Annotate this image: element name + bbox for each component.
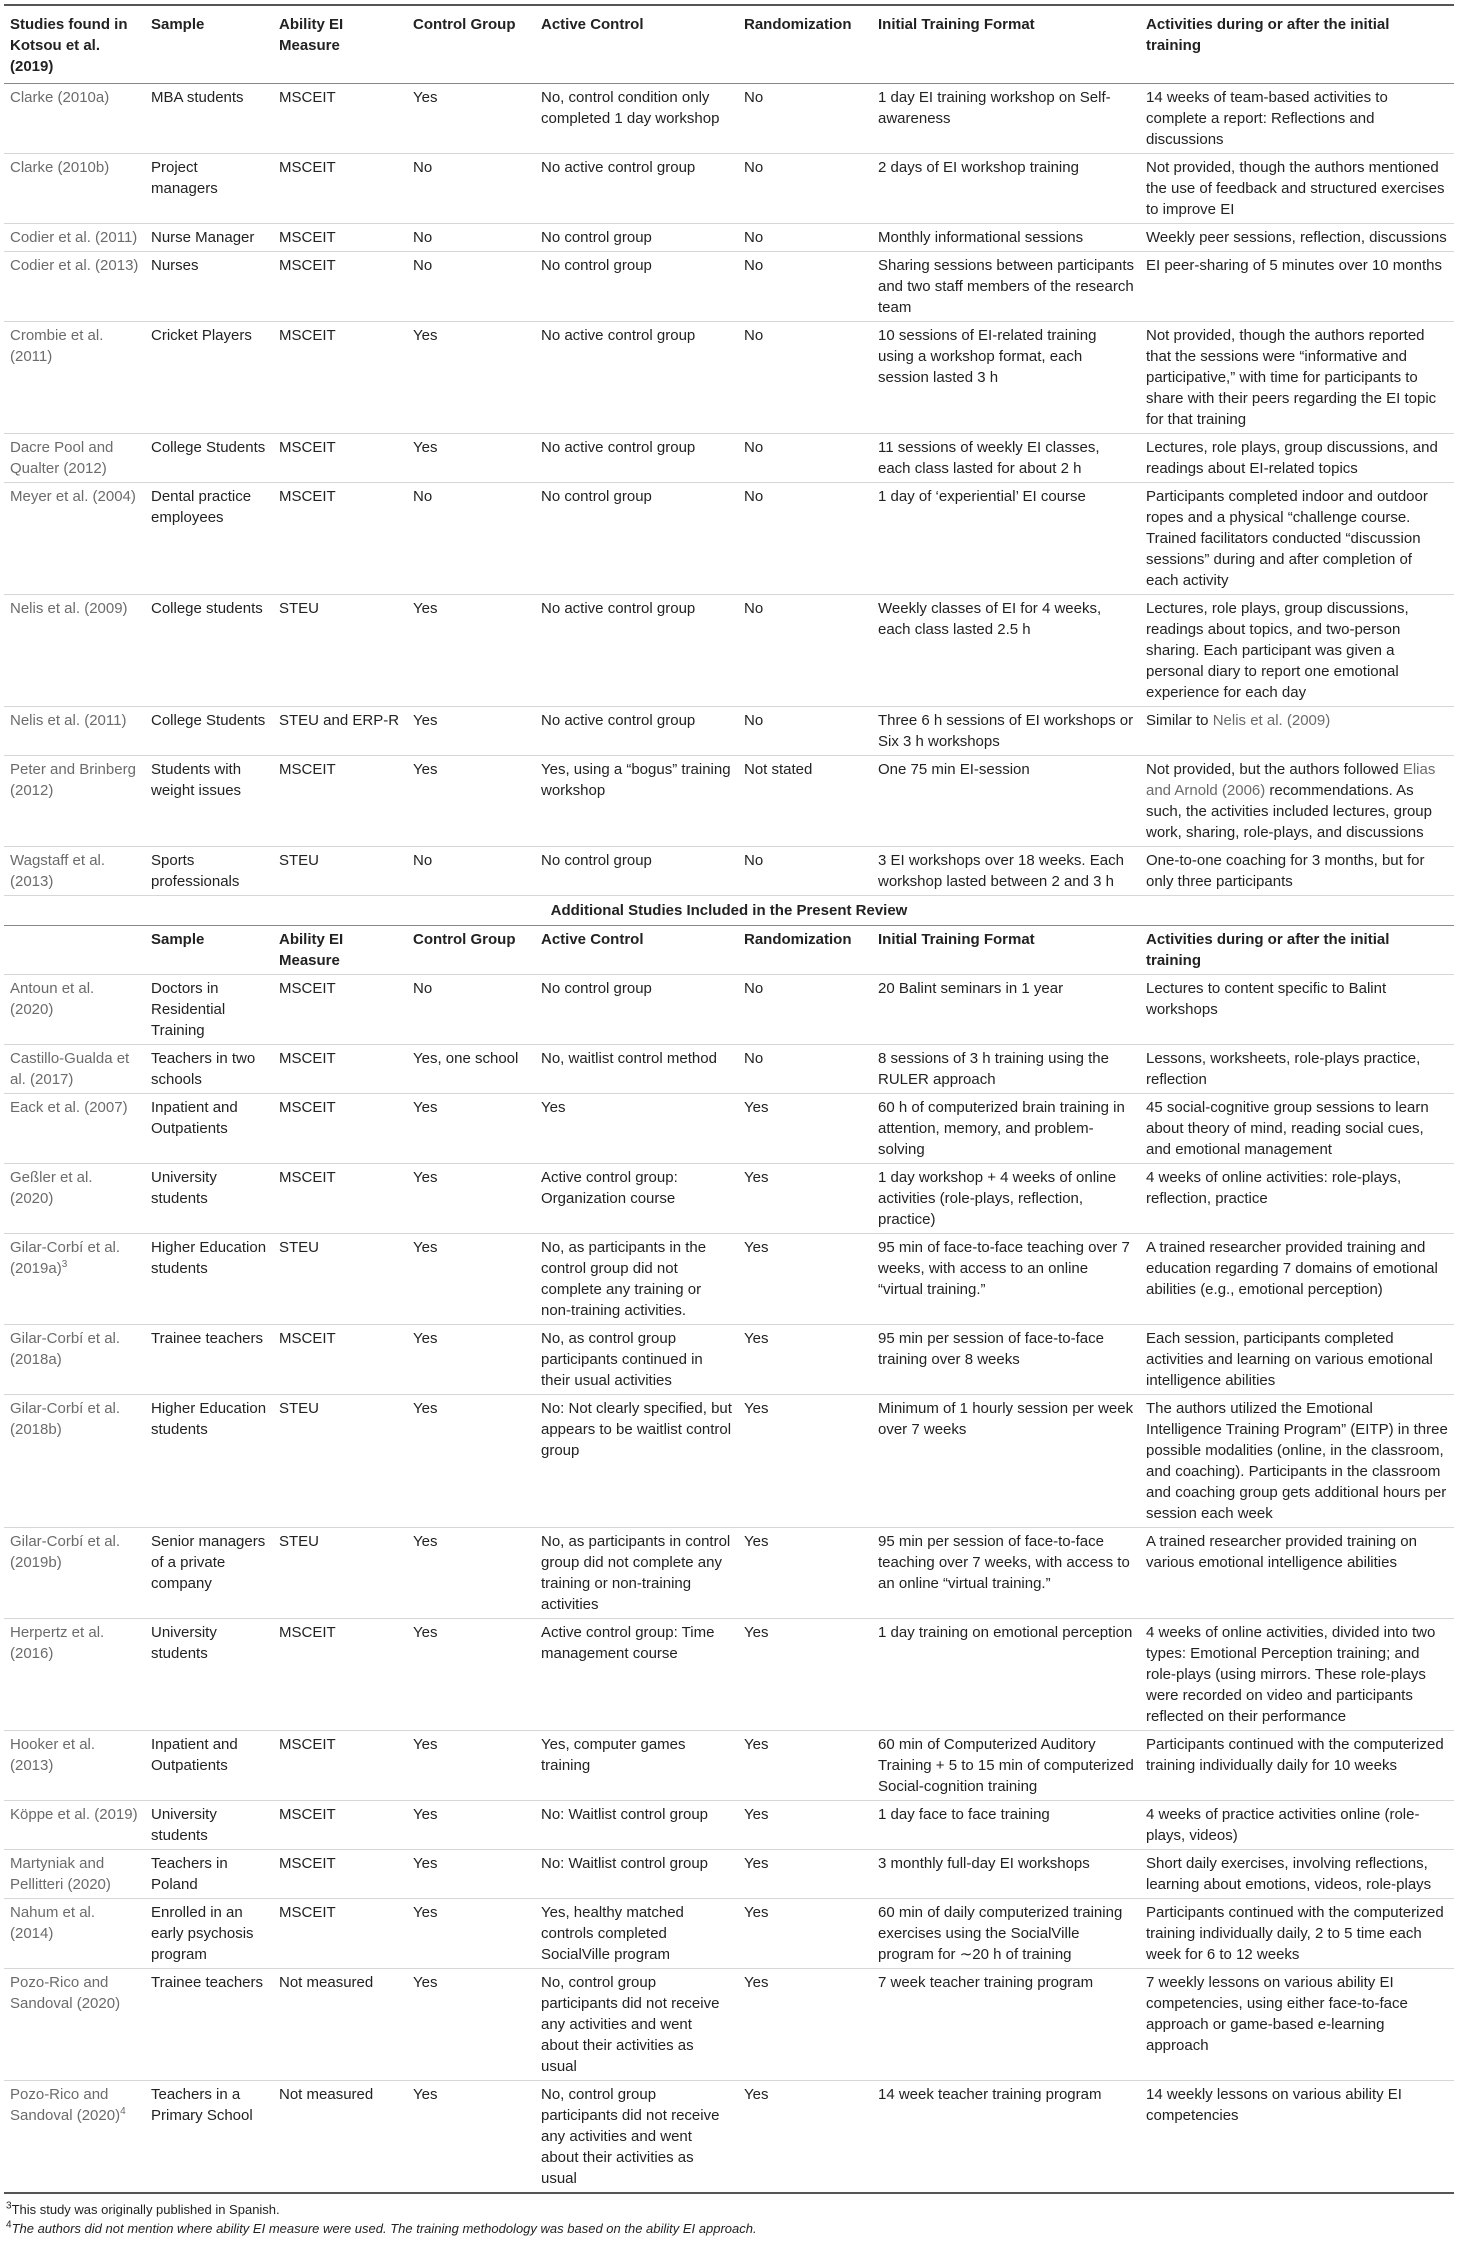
cell-sample: Senior managers of a private company: [145, 1528, 273, 1619]
cell-measure: MSCEIT: [273, 84, 407, 154]
cell-study: [4, 1899, 145, 1969]
study-link[interactable]: Crombie et al. (2011): [10, 327, 104, 365]
subheader-randomization: Randomization: [738, 926, 872, 975]
table-row: [4, 975, 1454, 1045]
cell-random: Yes: [738, 1234, 872, 1325]
study-link[interactable]: Nelis et al. (2009): [10, 600, 128, 617]
cell-measure: MSCEIT: [273, 224, 407, 252]
cell-sample: Trainee teachers: [145, 1325, 273, 1395]
cell-active: No: Waitlist control group: [535, 1850, 738, 1899]
cell-measure: STEU: [273, 847, 407, 896]
cell-study: [4, 434, 145, 483]
cell-sample: Teachers in a Primary School: [145, 2081, 273, 2194]
cell-measure: MSCEIT: [273, 1850, 407, 1899]
cell-measure: MSCEIT: [273, 252, 407, 322]
cell-active: Yes, healthy matched controls completed SocialVille program: [535, 1899, 738, 1969]
cell-activities: Participants completed indoor and outdoor ropes and a physical “challenge course. Trained facilitators conducted “discussion sessions” during and after completion of each activity: [1140, 483, 1454, 595]
cell-control: Yes: [407, 1969, 535, 2081]
cell-control: Yes: [407, 1164, 535, 1234]
cell-sample: Sports professionals: [145, 847, 273, 896]
cell-control: Yes, one school: [407, 1045, 535, 1094]
cell-measure: MSCEIT: [273, 975, 407, 1045]
cell-format: 2 days of EI workshop training: [872, 154, 1140, 224]
cell-random: Yes: [738, 2081, 872, 2194]
cell-format: 1 day EI training workshop on Self-awareness: [872, 84, 1140, 154]
cell-active: Yes, computer games training: [535, 1731, 738, 1801]
cell-format: 1 day face to face training: [872, 1801, 1140, 1850]
footnote-4-mark: 4: [6, 2219, 12, 2231]
footnote-3: [6, 2200, 1458, 2219]
section-title: Additional Studies Included in the Present Review: [4, 896, 1454, 926]
study-link[interactable]: Gilar-Corbí et al. (2018a): [10, 1330, 121, 1368]
subheader-empty: [4, 926, 145, 975]
table-row: [4, 1234, 1454, 1325]
section-title-row: [4, 896, 1454, 926]
cell-active: No active control group: [535, 707, 738, 756]
cell-random: No: [738, 252, 872, 322]
cell-random: Yes: [738, 1325, 872, 1395]
subheader-measure: Ability EI Measure: [273, 926, 407, 975]
cell-measure: MSCEIT: [273, 1899, 407, 1969]
cell-random: Yes: [738, 1731, 872, 1801]
cell-active: No control group: [535, 224, 738, 252]
cell-measure: STEU: [273, 1528, 407, 1619]
cell-study: [4, 84, 145, 154]
subheader-sample: Sample: [145, 926, 273, 975]
cell-control: Yes: [407, 595, 535, 707]
cell-measure: MSCEIT: [273, 1801, 407, 1850]
cell-format: 1 day training on emotional perception: [872, 1619, 1140, 1731]
cell-study: [4, 1969, 145, 2081]
cell-control: Yes: [407, 1325, 535, 1395]
cell-control: Yes: [407, 1234, 535, 1325]
cell-activities: 4 weeks of online activities: role-plays, reflection, practice: [1140, 1164, 1454, 1234]
cell-study: [4, 1234, 145, 1325]
cell-measure: MSCEIT: [273, 1045, 407, 1094]
activities-text: Similar to: [1146, 712, 1213, 729]
footnotes: [4, 2200, 1458, 2238]
cell-random: No: [738, 84, 872, 154]
cell-control: Yes: [407, 322, 535, 434]
study-link[interactable]: Geßler et al. (2020): [10, 1169, 93, 1207]
cell-active: No active control group: [535, 154, 738, 224]
studies-table: [4, 4, 1454, 2194]
cell-sample: Higher Education students: [145, 1234, 273, 1325]
cell-format: Weekly classes of EI for 4 weeks, each class lasted 2.5 h: [872, 595, 1140, 707]
cell-format: Minimum of 1 hourly session per week over 7 weeks: [872, 1395, 1140, 1528]
cell-activities: Each session, participants completed activities and learning on various emotional intelligence abilities: [1140, 1325, 1454, 1395]
cell-sample: Nurses: [145, 252, 273, 322]
cell-active: No control group: [535, 847, 738, 896]
study-link[interactable]: Pozo-Rico and Sandoval (2020): [10, 1974, 121, 2012]
cell-activities: Short daily exercises, involving reflections, learning about emotions, videos, role-plays: [1140, 1850, 1454, 1899]
cell-control: No: [407, 224, 535, 252]
cell-sample: College Students: [145, 434, 273, 483]
cell-measure: MSCEIT: [273, 483, 407, 595]
header-active-control: Active Control: [535, 5, 738, 84]
table-row: [4, 595, 1454, 707]
cell-control: Yes: [407, 707, 535, 756]
cell-sample: MBA students: [145, 84, 273, 154]
cell-activities: 4 weeks of online activities, divided into two types: Emotional Perception training; and role-plays (using mirrors. These role-plays were recorded on video and participants reflected on their performance: [1140, 1619, 1454, 1731]
table-row: [4, 252, 1454, 322]
cell-format: 8 sessions of 3 h training using the RULER approach: [872, 1045, 1140, 1094]
cell-study: [4, 756, 145, 847]
table-row: [4, 1619, 1454, 1731]
study-link[interactable]: Codier et al. (2011): [10, 229, 138, 246]
cell-measure: MSCEIT: [273, 1619, 407, 1731]
cell-study: [4, 847, 145, 896]
cell-random: No: [738, 595, 872, 707]
cell-activities: Not provided, though the authors reported that the sessions were “informative and participative,” with time for participants to share with their peers regarding the EI topic for that training: [1140, 322, 1454, 434]
cell-random: No: [738, 322, 872, 434]
cell-sample: University students: [145, 1164, 273, 1234]
table-row: [4, 154, 1454, 224]
cell-random: Yes: [738, 1164, 872, 1234]
cell-active: No, as control group participants continued in their usual activities: [535, 1325, 738, 1395]
study-link[interactable]: Codier et al. (2013): [10, 257, 139, 274]
cell-measure: MSCEIT: [273, 1094, 407, 1164]
cell-activities: 4 weeks of practice activities online (role-plays, videos): [1140, 1801, 1454, 1850]
cell-sample: Teachers in Poland: [145, 1850, 273, 1899]
cell-study: [4, 1045, 145, 1094]
table-row: [4, 1731, 1454, 1801]
cell-sample: Students with weight issues: [145, 756, 273, 847]
cell-sample: College Students: [145, 707, 273, 756]
cell-activities: Weekly peer sessions, reflection, discussions: [1140, 224, 1454, 252]
cell-active: No, control group participants did not receive any activities and went about their activities as usual: [535, 2081, 738, 2194]
cell-format: 60 min of Computerized Auditory Training + 5 to 15 min of computerized Social-cognition training: [872, 1731, 1140, 1801]
table-row: [4, 1395, 1454, 1528]
cell-study: [4, 707, 145, 756]
table-row: [4, 1528, 1454, 1619]
cell-random: Not stated: [738, 756, 872, 847]
cell-format: 3 EI workshops over 18 weeks. Each workshop lasted between 2 and 3 h: [872, 847, 1140, 896]
study-link[interactable]: Herpertz et al. (2016): [10, 1624, 105, 1662]
study-link[interactable]: Clarke (2010b): [10, 159, 110, 176]
cell-study: [4, 1325, 145, 1395]
cell-active: Active control group: Time management course: [535, 1619, 738, 1731]
cell-random: No: [738, 847, 872, 896]
cell-random: No: [738, 1045, 872, 1094]
cell-study: [4, 1395, 145, 1528]
table-row: [4, 1325, 1454, 1395]
cell-measure: MSCEIT: [273, 1325, 407, 1395]
subheader-control-group: Control Group: [407, 926, 535, 975]
footnote-mark: 4: [120, 2106, 126, 2117]
cell-activities: A trained researcher provided training on various emotional intelligence abilities: [1140, 1528, 1454, 1619]
table-row: [4, 1899, 1454, 1969]
cell-format: 14 week teacher training program: [872, 2081, 1140, 2194]
table-row: [4, 1164, 1454, 1234]
cell-random: Yes: [738, 1528, 872, 1619]
cell-activities: EI peer-sharing of 5 minutes over 10 months: [1140, 252, 1454, 322]
cell-measure: STEU: [273, 1234, 407, 1325]
cell-sample: Project managers: [145, 154, 273, 224]
cell-study: [4, 595, 145, 707]
cell-format: 95 min per session of face-to-face training over 8 weeks: [872, 1325, 1140, 1395]
cell-active: No active control group: [535, 322, 738, 434]
cell-sample: Inpatient and Outpatients: [145, 1731, 273, 1801]
cell-active: Active control group: Organization course: [535, 1164, 738, 1234]
table-row: [4, 483, 1454, 595]
cell-random: Yes: [738, 1395, 872, 1528]
cell-control: No: [407, 154, 535, 224]
cell-activities: One-to-one coaching for 3 months, but for only three participants: [1140, 847, 1454, 896]
cell-format: Sharing sessions between participants and two staff members of the research team: [872, 252, 1140, 322]
cell-measure: STEU and ERP-R: [273, 707, 407, 756]
cell-active: No, control group participants did not receive any activities and went about their activities as usual: [535, 1969, 738, 2081]
table-row: [4, 756, 1454, 847]
cell-sample: Doctors in Residential Training: [145, 975, 273, 1045]
study-link[interactable]: Peter and Brinberg (2012): [10, 761, 136, 799]
cell-control: Yes: [407, 1899, 535, 1969]
header-randomization: Randomization: [738, 5, 872, 84]
cell-control: No: [407, 483, 535, 595]
study-link[interactable]: Hooker et al. (2013): [10, 1736, 96, 1774]
cell-study: [4, 1164, 145, 1234]
cell-control: Yes: [407, 1619, 535, 1731]
cell-active: No control group: [535, 483, 738, 595]
cell-sample: Inpatient and Outpatients: [145, 1094, 273, 1164]
cell-format: 20 Balint seminars in 1 year: [872, 975, 1140, 1045]
study-link[interactable]: Clarke (2010a): [10, 89, 110, 106]
cell-control: No: [407, 975, 535, 1045]
cell-study: [4, 975, 145, 1045]
footnote-mark: 3: [61, 1259, 68, 1270]
cell-control: Yes: [407, 1850, 535, 1899]
table-subheader-row: [4, 926, 1454, 975]
cell-format: 7 week teacher training program: [872, 1969, 1140, 2081]
cell-measure: MSCEIT: [273, 1164, 407, 1234]
cell-control: Yes: [407, 1395, 535, 1528]
study-link[interactable]: Antoun et al. (2020): [10, 980, 95, 1018]
table-row: [4, 224, 1454, 252]
cell-activities: A trained researcher provided training and education regarding 7 domains of emotional abilities (e.g., emotional perception): [1140, 1234, 1454, 1325]
cell-format: 1 day of ‘experiential’ EI course: [872, 483, 1140, 595]
table-row: [4, 1850, 1454, 1899]
cell-format: Three 6 h sessions of EI workshops or Six 3 h workshops: [872, 707, 1140, 756]
subheader-initial-training-format: Initial Training Format: [872, 926, 1140, 975]
footnote-4-text: The authors did not mention where ability EI measure were used. The training methodology was based on the ability EI approach.: [11, 2221, 757, 2236]
cell-study: [4, 1731, 145, 1801]
table-header-row: [4, 5, 1454, 84]
citation-link[interactable]: Nelis et al. (2009): [1212, 712, 1331, 729]
cell-study: [4, 1619, 145, 1731]
cell-measure: MSCEIT: [273, 1731, 407, 1801]
header-measure: Ability EI Measure: [273, 5, 407, 84]
cell-activities: Lectures, role plays, group discussions, readings about topics, and two-person sharing. Each participant was given a personal diary to report one emotional experience for each day: [1140, 595, 1454, 707]
cell-control: Yes: [407, 756, 535, 847]
cell-control: Yes: [407, 434, 535, 483]
cell-sample: Trainee teachers: [145, 1969, 273, 2081]
header-activities: Activities during or after the initial training: [1140, 5, 1454, 84]
cell-measure: MSCEIT: [273, 322, 407, 434]
table-row: [4, 1801, 1454, 1850]
cell-random: No: [738, 224, 872, 252]
cell-active: Yes: [535, 1094, 738, 1164]
cell-activities: The authors utilized the Emotional Intelligence Training Program” (EITP) in three possible modalities (online, in the classroom, and coaching). Participants in the classroom and coaching group gets additional hours per session each week: [1140, 1395, 1454, 1528]
table-row: [4, 707, 1454, 756]
cell-activities: Participants continued with the computerized training individually daily, 2 to 5 time each week for 6 to 12 weeks: [1140, 1899, 1454, 1969]
cell-format: 11 sessions of weekly EI classes, each class lasted for about 2 h: [872, 434, 1140, 483]
cell-study: [4, 252, 145, 322]
table-row: [4, 322, 1454, 434]
cell-study: [4, 1801, 145, 1850]
cell-control: Yes: [407, 1094, 535, 1164]
subheader-activities: Activities during or after the initial training: [1140, 926, 1454, 975]
cell-active: No active control group: [535, 434, 738, 483]
cell-format: One 75 min EI-session: [872, 756, 1140, 847]
cell-control: No: [407, 847, 535, 896]
study-link[interactable]: Köppe et al. (2019): [10, 1806, 138, 1823]
cell-activities: Lectures, role plays, group discussions, and readings about EI-related topics: [1140, 434, 1454, 483]
cell-format: 95 min of face-to-face teaching over 7 weeks, with access to an online “virtual training.”: [872, 1234, 1140, 1325]
cell-format: 10 sessions of EI-related training using a workshop format, each session lasted 3 h: [872, 322, 1140, 434]
cell-active: No, control condition only completed 1 day workshop: [535, 84, 738, 154]
table-row: [4, 1045, 1454, 1094]
cell-random: No: [738, 707, 872, 756]
activities-text: Not provided, but the authors followed: [1146, 761, 1403, 778]
cell-activities: Not provided, though the authors mentioned the use of feedback and structured exercises to improve EI: [1140, 154, 1454, 224]
cell-random: No: [738, 434, 872, 483]
footnote-4: [6, 2219, 1458, 2238]
cell-study: [4, 224, 145, 252]
study-link[interactable]: Castillo-Gualda et al. (2017): [10, 1050, 130, 1088]
study-link[interactable]: Martyniak and Pellitteri (2020): [10, 1855, 111, 1893]
cell-sample: Teachers in two schools: [145, 1045, 273, 1094]
cell-active: No, as participants in the control group did not complete any training or non-training activities.: [535, 1234, 738, 1325]
cell-control: Yes: [407, 2081, 535, 2194]
cell-study: [4, 483, 145, 595]
header-studies: Studies found in Kotsou et al. (2019): [4, 5, 145, 84]
study-link[interactable]: Nelis et al. (2011): [10, 712, 127, 729]
cell-active: No: Waitlist control group: [535, 1801, 738, 1850]
cell-study: [4, 1094, 145, 1164]
cell-activities: 7 weekly lessons on various ability EI competencies, using either face-to-face approach or game-based e-learning approach: [1140, 1969, 1454, 2081]
cell-measure: MSCEIT: [273, 154, 407, 224]
cell-active: No control group: [535, 252, 738, 322]
cell-sample: Cricket Players: [145, 322, 273, 434]
cell-random: Yes: [738, 1969, 872, 2081]
cell-format: 3 monthly full-day EI workshops: [872, 1850, 1140, 1899]
cell-study: [4, 1850, 145, 1899]
cell-active: No, waitlist control method: [535, 1045, 738, 1094]
study-link[interactable]: Gilar-Corbí et al. (2019a): [10, 1239, 121, 1277]
cell-control: Yes: [407, 1731, 535, 1801]
study-link[interactable]: Wagstaff et al. (2013): [10, 852, 106, 890]
cell-measure: Not measured: [273, 2081, 407, 2194]
cell-active: No control group: [535, 975, 738, 1045]
cell-random: Yes: [738, 1801, 872, 1850]
study-link[interactable]: Gilar-Corbí et al. (2019b): [10, 1533, 121, 1571]
cell-sample: University students: [145, 1801, 273, 1850]
cell-measure: MSCEIT: [273, 756, 407, 847]
cell-measure: Not measured: [273, 1969, 407, 2081]
table-row: [4, 1094, 1454, 1164]
cell-format: 60 min of daily computerized training exercises using the SocialVille program for ∼20 h of training: [872, 1899, 1140, 1969]
table-row: [4, 84, 1454, 154]
study-link[interactable]: Eack et al. (2007): [10, 1099, 128, 1116]
cell-study: [4, 1528, 145, 1619]
citation-link[interactable]: Elias and Arnold (2006): [1146, 761, 1436, 799]
cell-control: Yes: [407, 1528, 535, 1619]
study-link[interactable]: Meyer et al. (2004): [10, 488, 136, 505]
cell-sample: College students: [145, 595, 273, 707]
cell-sample: Dental practice employees: [145, 483, 273, 595]
cell-study: [4, 322, 145, 434]
cell-activities: [1140, 756, 1454, 847]
cell-activities: [1140, 707, 1454, 756]
cell-sample: Higher Education students: [145, 1395, 273, 1528]
study-link[interactable]: Dacre Pool and Qualter (2012): [10, 439, 114, 477]
cell-random: Yes: [738, 1899, 872, 1969]
footnote-3-mark: 3: [6, 2200, 12, 2212]
cell-active: No, as participants in control group did not complete any training or non-training activities: [535, 1528, 738, 1619]
header-control-group: Control Group: [407, 5, 535, 84]
cell-format: 95 min per session of face-to-face teaching over 7 weeks, with access to an online “virtual training.”: [872, 1528, 1140, 1619]
study-link[interactable]: Pozo-Rico and Sandoval (2020): [10, 2086, 121, 2124]
cell-activities: Participants continued with the computerized training individually daily for 10 weeks: [1140, 1731, 1454, 1801]
cell-sample: Enrolled in an early psychosis program: [145, 1899, 273, 1969]
cell-study: [4, 2081, 145, 2194]
cell-random: Yes: [738, 1850, 872, 1899]
cell-study: [4, 154, 145, 224]
cell-activities: Lessons, worksheets, role-plays practice, reflection: [1140, 1045, 1454, 1094]
cell-sample: University students: [145, 1619, 273, 1731]
cell-measure: STEU: [273, 1395, 407, 1528]
cell-activities: 14 weeks of team-based activities to complete a report: Reflections and discussions: [1140, 84, 1454, 154]
cell-control: Yes: [407, 1801, 535, 1850]
cell-active: No active control group: [535, 595, 738, 707]
cell-random: No: [738, 154, 872, 224]
cell-random: Yes: [738, 1094, 872, 1164]
footnote-3-text: This study was originally published in Spanish.: [11, 2202, 280, 2217]
header-initial-training-format: Initial Training Format: [872, 5, 1140, 84]
cell-random: Yes: [738, 1619, 872, 1731]
cell-format: Monthly informational sessions: [872, 224, 1140, 252]
subheader-active-control: Active Control: [535, 926, 738, 975]
cell-sample: Nurse Manager: [145, 224, 273, 252]
activities-text: recommendations. As such, the activities included lectures, group work, sharing, role-plays, and discussions: [1146, 782, 1432, 841]
table-row: [4, 434, 1454, 483]
table-row: [4, 847, 1454, 896]
cell-activities: Lectures to content specific to Balint workshops: [1140, 975, 1454, 1045]
header-sample: Sample: [145, 5, 273, 84]
table-row: [4, 2081, 1454, 2194]
cell-control: No: [407, 252, 535, 322]
cell-active: No: Not clearly specified, but appears to be waitlist control group: [535, 1395, 738, 1528]
cell-active: Yes, using a “bogus” training workshop: [535, 756, 738, 847]
cell-measure: STEU: [273, 595, 407, 707]
cell-format: 1 day workshop + 4 weeks of online activities (role-plays, reflection, practice): [872, 1164, 1140, 1234]
cell-format: 60 h of computerized brain training in attention, memory, and problem-solving: [872, 1094, 1140, 1164]
study-link[interactable]: Nahum et al. (2014): [10, 1904, 96, 1942]
cell-random: No: [738, 483, 872, 595]
cell-random: No: [738, 975, 872, 1045]
study-link[interactable]: Gilar-Corbí et al. (2018b): [10, 1400, 121, 1438]
table-row: [4, 1969, 1454, 2081]
cell-control: Yes: [407, 84, 535, 154]
cell-measure: MSCEIT: [273, 434, 407, 483]
cell-activities: 14 weekly lessons on various ability EI competencies: [1140, 2081, 1454, 2194]
cell-activities: 45 social-cognitive group sessions to learn about theory of mind, reading social cues, and emotional management: [1140, 1094, 1454, 1164]
